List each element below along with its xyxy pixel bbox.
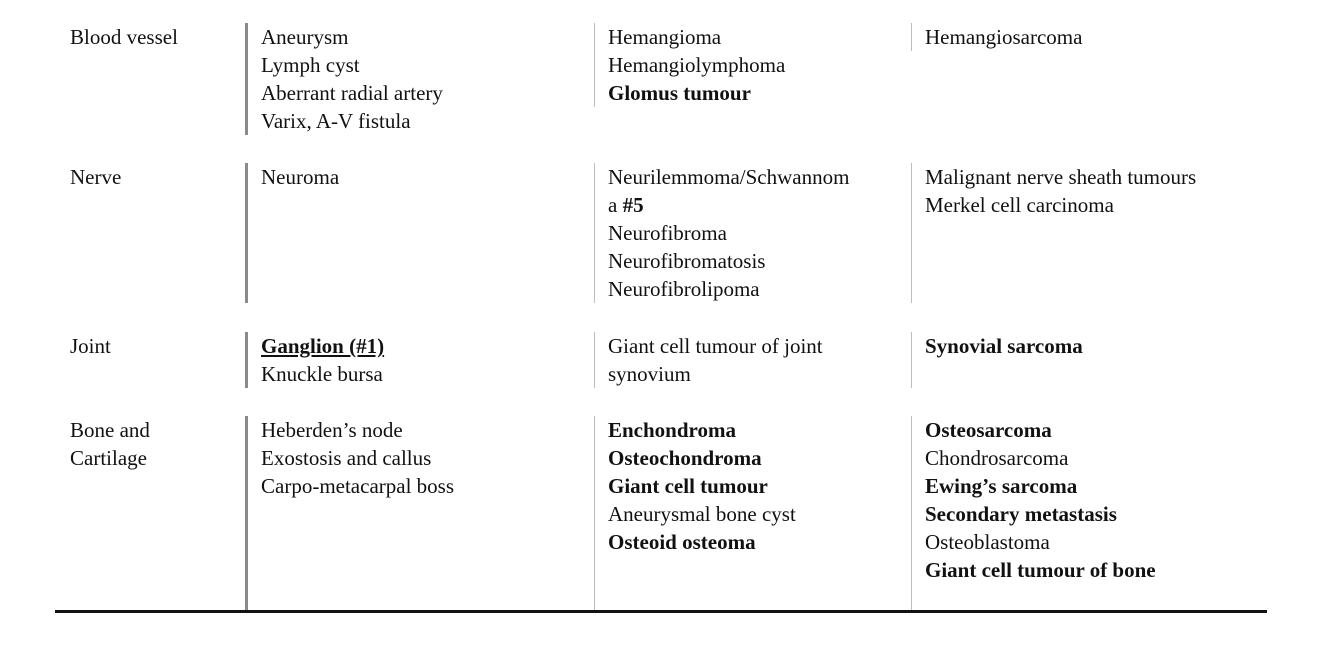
list-item: Chondrosarcoma — [925, 446, 1069, 470]
list-item: Lymph cyst — [261, 53, 360, 77]
list-item: Secondary metastasis — [925, 502, 1117, 526]
list-item: synovium — [608, 362, 691, 386]
malignant-cell — [911, 23, 1082, 51]
malignant-cell — [911, 163, 1196, 303]
list-item: Exostosis and callus — [261, 446, 432, 470]
non-neoplastic-cell — [245, 23, 443, 135]
malignant-cell — [911, 416, 1156, 612]
category-cell — [70, 163, 121, 191]
benign-cell — [594, 332, 823, 388]
list-item: Carpo-metacarpal boss — [261, 474, 455, 498]
non-neoplastic-cell — [245, 163, 339, 303]
benign-cell — [594, 416, 796, 612]
category-cell — [70, 332, 111, 360]
list-item: Malignant nerve sheath tumours — [925, 165, 1197, 189]
list-item: Aberrant radial artery — [261, 81, 443, 105]
category-label: Nerve — [70, 165, 122, 189]
list-item: Merkel cell carcinoma — [925, 193, 1114, 217]
category-label: Bone and — [70, 418, 150, 442]
list-item: Glomus tumour — [608, 81, 751, 105]
list-item: Giant cell tumour — [608, 474, 768, 498]
list-item: Synovial sarcoma — [925, 334, 1083, 358]
list-item-text: a — [608, 193, 618, 217]
benign-cell — [594, 23, 785, 107]
list-item: Knuckle bursa — [261, 362, 383, 386]
category-cell — [70, 416, 150, 472]
benign-cell — [594, 163, 849, 303]
list-item: Hemangiosarcoma — [925, 25, 1083, 49]
list-item: Osteoid osteoma — [608, 530, 756, 554]
category-label: Joint — [70, 334, 111, 358]
category-label: Blood vessel — [70, 25, 178, 49]
category-cell — [70, 23, 178, 51]
list-item: Enchondroma — [608, 418, 736, 442]
category-label: Cartilage — [70, 446, 147, 470]
list-item: Heberden’s node — [261, 418, 403, 442]
list-item: Neuroma — [261, 165, 340, 189]
list-item: Osteosarcoma — [925, 418, 1052, 442]
list-item: Neurilemmoma/Schwannom — [608, 165, 850, 189]
reference-tag: #5 — [622, 193, 644, 217]
list-item: Ganglion (#1) — [261, 334, 385, 358]
list-item: Hemangiolymphoma — [608, 53, 786, 77]
list-item: Neurofibroma — [608, 221, 727, 245]
list-item: Giant cell tumour of bone — [925, 558, 1156, 582]
malignant-cell — [911, 332, 1083, 388]
list-item — [608, 191, 849, 219]
list-item: Ewing’s sarcoma — [925, 474, 1078, 498]
list-item: Hemangioma — [608, 25, 722, 49]
list-item: Osteoblastoma — [925, 530, 1050, 554]
list-item: Varix, A-V fistula — [261, 109, 411, 133]
non-neoplastic-cell — [245, 416, 454, 612]
list-item: Aneurysm — [261, 25, 349, 49]
list-item: Giant cell tumour of joint — [608, 334, 823, 358]
non-neoplastic-cell — [245, 332, 384, 388]
list-item: Aneurysmal bone cyst — [608, 502, 796, 526]
list-item: Neurofibrolipoma — [608, 277, 760, 301]
list-item: Neurofibromatosis — [608, 249, 766, 273]
list-item: Osteochondroma — [608, 446, 762, 470]
table-bottom-rule — [55, 610, 1267, 613]
